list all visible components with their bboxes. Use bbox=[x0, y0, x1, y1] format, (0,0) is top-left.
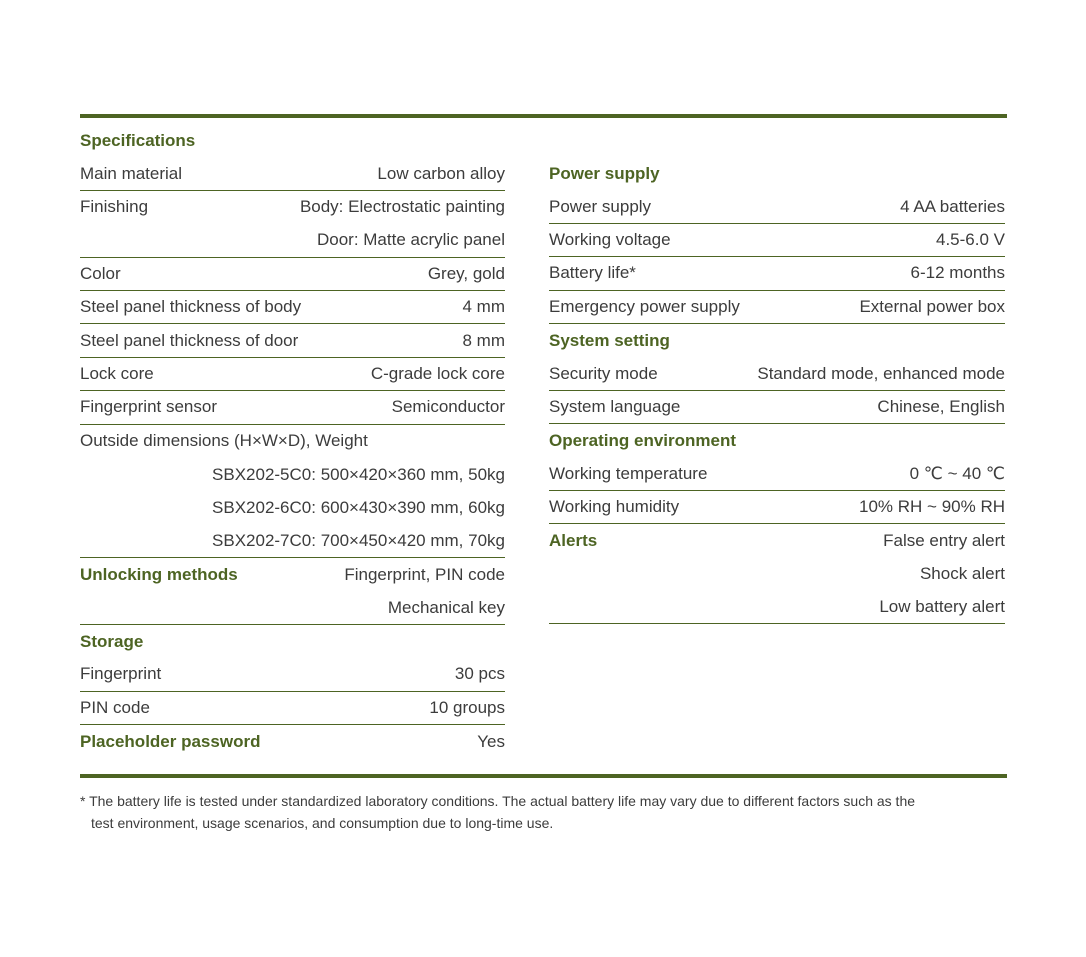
spec-label: Power supply bbox=[549, 196, 652, 216]
spec-label: PIN code bbox=[80, 697, 150, 717]
spec-value: Semiconductor bbox=[391, 397, 505, 417]
bottom-divider bbox=[80, 774, 1007, 778]
spec-label: Working humidity bbox=[549, 497, 680, 517]
footnote-line: test environment, usage scenarios, and consumption due to long-time use. bbox=[91, 815, 554, 831]
spec-value: 10% RH ~ 90% RH bbox=[859, 497, 1005, 517]
spec-row-lock-core bbox=[80, 358, 505, 391]
spec-row-placeholder bbox=[80, 725, 505, 758]
spec-row-model bbox=[80, 525, 505, 558]
spec-value: SBX202-5C0: 500×420×360 mm, 50kg bbox=[212, 464, 505, 484]
power-supply-heading: Power supply bbox=[549, 163, 660, 183]
alerts-heading: Alerts bbox=[549, 530, 598, 550]
spec-row-finishing bbox=[80, 191, 505, 224]
spec-value: 30 pcs bbox=[454, 664, 505, 684]
spec-row-main-material bbox=[80, 157, 505, 190]
spec-label: Working temperature bbox=[549, 463, 708, 483]
spec-row-pin-code bbox=[80, 692, 505, 725]
spec-value: Fingerprint, PIN code bbox=[344, 564, 505, 584]
spec-label: Emergency power supply bbox=[549, 296, 740, 316]
spec-value: SBX202-7C0: 700×450×420 mm, 70kg bbox=[212, 530, 505, 550]
spec-row-fingerprint-sensor bbox=[80, 391, 505, 424]
spec-label: Fingerprint bbox=[80, 664, 162, 684]
battery-footnote bbox=[80, 790, 1000, 834]
right-spec-column bbox=[549, 157, 1005, 624]
spec-value: Mechanical key bbox=[387, 597, 505, 617]
spec-label: Lock core bbox=[80, 363, 154, 383]
specifications-heading: Specifications bbox=[80, 130, 196, 150]
spec-label: Finishing bbox=[80, 197, 149, 217]
spec-value: External power box bbox=[859, 296, 1005, 316]
spec-row-working-humidity bbox=[549, 491, 1005, 524]
spec-row-alerts-cont bbox=[549, 558, 1005, 591]
spec-value: Yes bbox=[477, 731, 505, 751]
spec-value: C-grade lock core bbox=[370, 363, 505, 383]
spec-value: Door: Matte acrylic panel bbox=[316, 230, 505, 250]
spec-value: 4.5-6.0 V bbox=[936, 229, 1005, 249]
spec-row-emergency-power bbox=[549, 291, 1005, 324]
spec-value: 10 groups bbox=[429, 697, 505, 717]
spec-value: 4 AA batteries bbox=[900, 196, 1005, 216]
spec-value: Grey, gold bbox=[427, 263, 505, 283]
spec-label: Steel panel thickness of door bbox=[80, 330, 299, 350]
spec-row-finishing-cont bbox=[80, 224, 505, 257]
footnote-line: * The battery life is tested under standardized laboratory conditions. The actual battery life may vary due to different factors such as the bbox=[80, 793, 916, 809]
spec-label: Main material bbox=[80, 163, 183, 183]
spec-row-model bbox=[80, 491, 505, 524]
spec-row-working-temperature bbox=[549, 458, 1005, 491]
spec-value: 8 mm bbox=[462, 330, 505, 350]
placeholder-heading: Placeholder password bbox=[80, 731, 261, 751]
left-spec-column bbox=[80, 124, 505, 758]
spec-label: Security mode bbox=[549, 363, 658, 383]
spec-row-alerts bbox=[549, 524, 1005, 557]
spec-label: System language bbox=[549, 396, 681, 416]
spec-value: Low battery alert bbox=[879, 597, 1005, 617]
spec-row-battery-life bbox=[549, 257, 1005, 290]
spec-row-unlocking-cont bbox=[80, 591, 505, 624]
spec-value: False entry alert bbox=[883, 530, 1005, 550]
spec-label: Outside dimensions (H×W×D), Weight bbox=[80, 431, 368, 451]
spec-row-model bbox=[80, 458, 505, 491]
spec-row-dimensions bbox=[80, 425, 505, 458]
spec-row-power-supply bbox=[549, 190, 1005, 223]
spec-value: Low carbon alloy bbox=[377, 163, 505, 183]
spec-row-security-mode bbox=[549, 357, 1005, 390]
unlocking-heading: Unlocking methods bbox=[80, 564, 238, 584]
storage-heading: Storage bbox=[80, 631, 144, 651]
top-divider bbox=[80, 114, 1007, 118]
system-setting-heading: System setting bbox=[549, 330, 670, 350]
operating-environment-heading: Operating environment bbox=[549, 430, 737, 450]
spec-row-unlocking bbox=[80, 558, 505, 591]
spec-value: 0 ℃ ~ 40 ℃ bbox=[909, 463, 1005, 483]
spec-row-alerts-cont bbox=[549, 591, 1005, 624]
spec-row-working-voltage bbox=[549, 224, 1005, 257]
spec-value: 6-12 months bbox=[910, 263, 1005, 283]
spec-row-system-language bbox=[549, 391, 1005, 424]
spec-label: Battery life* bbox=[549, 263, 636, 283]
spec-row-color bbox=[80, 258, 505, 291]
spec-value: Chinese, English bbox=[877, 396, 1005, 416]
spec-label: Working voltage bbox=[549, 229, 671, 249]
spec-label: Color bbox=[80, 263, 121, 283]
spec-value: 4 mm bbox=[462, 297, 505, 317]
spec-row-door-thickness bbox=[80, 324, 505, 357]
spec-row-fingerprint bbox=[80, 658, 505, 691]
spec-value: Shock alert bbox=[919, 564, 1005, 584]
spec-value: Body: Electrostatic painting bbox=[299, 197, 505, 217]
spec-value: Standard mode, enhanced mode bbox=[757, 363, 1005, 383]
spec-label: Steel panel thickness of body bbox=[80, 297, 302, 317]
spec-row-body-thickness bbox=[80, 291, 505, 324]
spec-label: Fingerprint sensor bbox=[80, 397, 218, 417]
spec-value: SBX202-6C0: 600×430×390 mm, 60kg bbox=[212, 497, 505, 517]
